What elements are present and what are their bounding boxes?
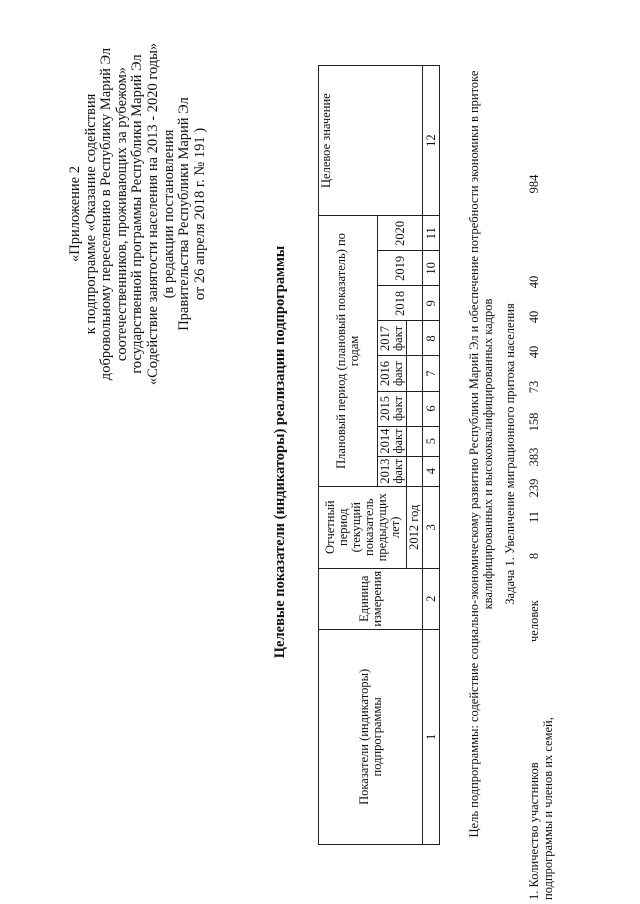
header-line: «Содействие занятости населения на 2013 - 2020 годы»	[144, 42, 161, 386]
year-2013-cell: 2013 факт	[378, 456, 407, 486]
col-number: 4	[423, 456, 440, 486]
header-line: государственной программы Республики Марий Эл	[129, 54, 146, 374]
header-line: соотечественников, проживающих за рубежом»	[113, 66, 130, 362]
appendix-header	[68, 24, 208, 404]
header-target: Целевое значение	[319, 66, 423, 216]
col-number: 9	[423, 286, 440, 321]
header-line: к подпрограмме «Оказание содействия	[82, 93, 99, 335]
table-row	[527, 0, 563, 904]
subprogram-goal: Цель подпрограммы: содействие социально-экономическому развитию Республики Марий Эл и обеспечение потребности экономики в притоке квалифицированных и высококвалифицированных кадров	[467, 70, 495, 838]
edition-number: 191	[191, 136, 208, 159]
col-number: 10	[423, 251, 440, 286]
row-value-2019: 40	[527, 310, 541, 324]
header-report-period: Отчетный период (текущий показатель предыдущих лет)	[319, 486, 407, 568]
header-line: «Приложение 2	[67, 166, 83, 262]
row-value-2015: 383	[527, 447, 541, 467]
col-number: 5	[423, 426, 440, 456]
year-2016-cell: 2016 факт	[378, 356, 407, 391]
row-value-2017: 73	[527, 380, 541, 394]
year-2019-cell: 2019	[378, 251, 423, 286]
indicators-table	[318, 65, 440, 845]
header-unit: Единица измерения	[319, 568, 423, 629]
document-title: Целевые показатели (индикаторы) реализации подпрограммы	[272, 245, 288, 659]
col-number: 12	[423, 66, 440, 216]
header-report-year: 2012 год	[407, 486, 423, 568]
col-number: 11	[423, 216, 440, 251]
task-heading: Задача 1. Увеличение миграционного притока населения	[503, 303, 517, 605]
edition-prefix: от	[191, 286, 208, 301]
col-number: 8	[423, 321, 440, 356]
row-value-2016: 158	[527, 412, 541, 432]
col-number: 2	[423, 568, 440, 629]
row-value-2012: 8	[527, 552, 541, 560]
edition-line	[193, 24, 209, 404]
edition-day: 26	[191, 268, 208, 284]
header-line: добровольному переселению в Республику Марий Эл	[98, 47, 115, 381]
year-2018-cell: 2018	[378, 286, 423, 321]
col-number: 7	[423, 356, 440, 391]
col-number: 1	[423, 629, 440, 844]
year-2015-cell: 2015 факт	[378, 391, 407, 426]
row-label: 1. Количество участников подпрограммы и членов их семей,	[527, 717, 555, 900]
header-indicator: Показатели (индикаторы) подпрограммы	[319, 629, 423, 844]
row-value-2020: 40	[527, 275, 541, 289]
edition-suffix: )	[191, 127, 208, 133]
row-value-2014: 239	[527, 478, 541, 498]
year-2020-cell: 2020	[378, 216, 423, 251]
row-value-target: 984	[527, 174, 541, 194]
col-number: 3	[423, 486, 440, 568]
col-number: 6	[423, 391, 440, 426]
header-line: (в редакции постановления	[160, 129, 177, 299]
edition-month-year: апреля 2018 г.	[191, 179, 208, 265]
row-value-2018: 40	[527, 345, 541, 359]
edition-no-label: №	[191, 161, 208, 176]
header-plan-period: Плановый период (плановый показатель) по годам	[319, 216, 378, 486]
header-line: Правительства Республики Марий Эл	[176, 97, 193, 331]
year-2017-cell: 2017 факт	[378, 321, 407, 356]
year-2014-cell: 2014 факт	[378, 426, 407, 456]
row-unit: человек	[527, 600, 541, 642]
row-value-2013: 11	[527, 510, 541, 524]
